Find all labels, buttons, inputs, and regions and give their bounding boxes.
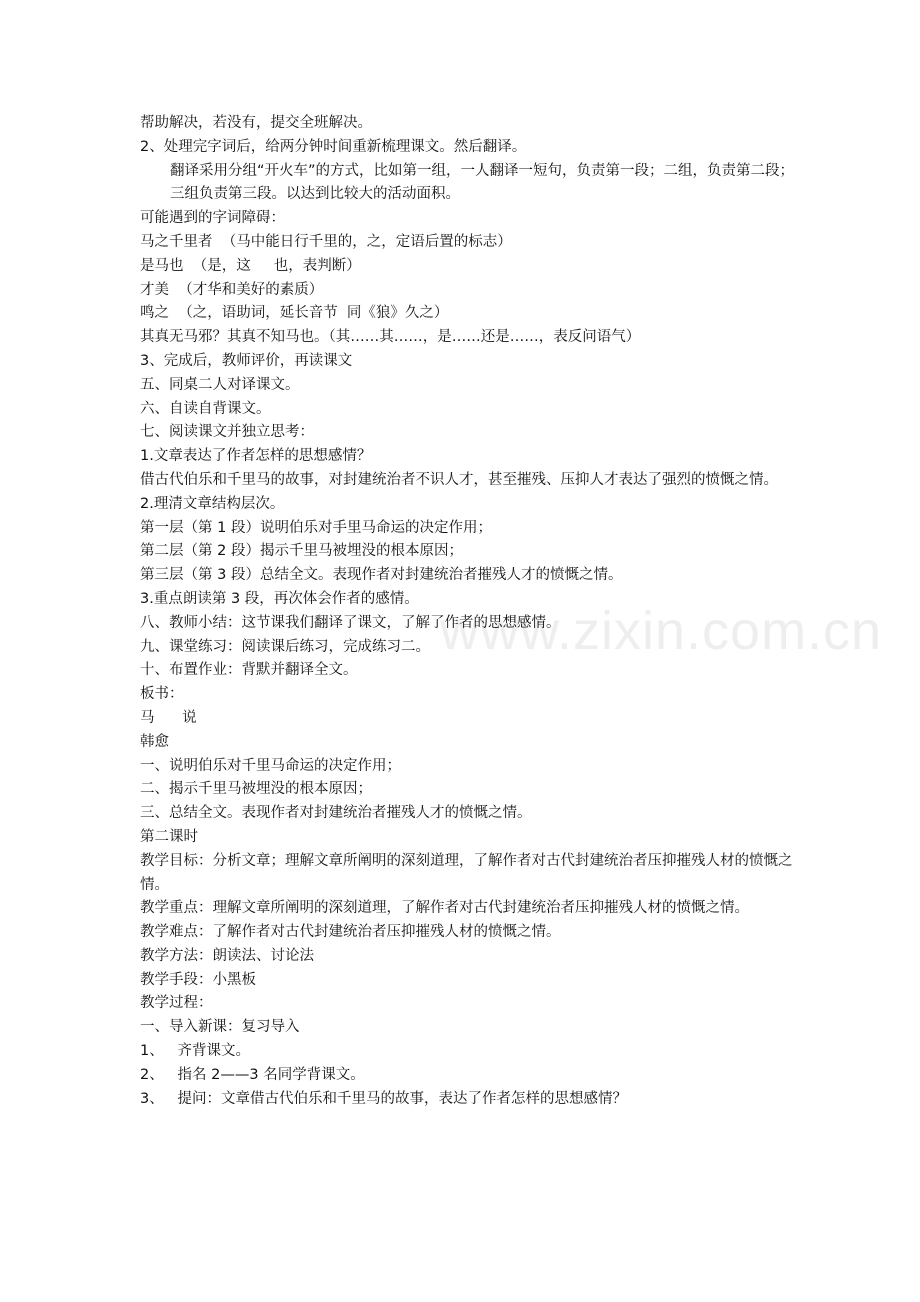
teaching-process: 教学过程： — [140, 995, 213, 1012]
board-heading: 板书： — [140, 686, 184, 703]
structure-line: 第一层（第 1 段）说明伯乐对手里马命运的决定作用； — [140, 519, 492, 536]
section-heading: 五、同桌二人对译课文。 — [140, 376, 300, 393]
section-heading: 六、自读自背课文。 — [140, 400, 271, 417]
watermark: www.zixin.com.cn — [440, 601, 883, 661]
structure-line: 第三层（第 3 段）总结全文。表现作者对封建统治者摧残人才的愤慨之情。 — [140, 567, 623, 584]
text-line: 2、处理完字词后，给两分钟时间重新梳理课文。然后翻译。 — [140, 138, 527, 155]
section-heading: 七、阅读课文并独立思考： — [140, 424, 314, 441]
section-heading: 九、课堂练习：阅读课后练习，完成练习二。 — [140, 638, 430, 655]
section-heading: 十、布置作业：背默并翻译全文。 — [140, 662, 358, 679]
document-body — [140, 112, 800, 1111]
list-item: 1、 齐背课文。 — [140, 1043, 251, 1060]
text-line: 是马也 （是，这 也，表判断） — [140, 257, 361, 274]
text-line: 鸣之 （之，语助词，延长音节 同《狼》久之） — [140, 305, 449, 322]
list-item: 3、 提问：文章借古代伯乐和千里马的故事，表达了作者怎样的思想感情？ — [140, 1090, 628, 1107]
text-line: 可能遇到的字词障碍： — [140, 210, 285, 227]
text-line: 马之千里者 （马中能日行千里的，之，定语后置的标志） — [140, 233, 512, 250]
question: 3.重点朗读第 3 段，再次体会作者的感情。 — [140, 590, 419, 607]
answer: 借古代伯乐和千里马的故事，对封建统治者不识人才，甚至摧残、压抑人才表达了强烈的愤慨之情。 — [140, 471, 778, 488]
text-line: 3、完成后，教师评价，再读课文 — [140, 352, 353, 369]
board-title: 马 说 — [140, 709, 197, 726]
teaching-tool: 教学手段：小黑板 — [140, 971, 256, 988]
lesson-heading: 第二课时 — [140, 828, 198, 845]
teaching-goal: 教学目标：分析文章；理解文章所阐明的深刻道理，了解作者对古代封建统治者压抑摧残人材的愤慨之情。 — [140, 852, 793, 893]
board-author: 韩愈 — [140, 733, 169, 750]
board-item: 二、揭示千里马被埋没的根本原因； — [140, 781, 372, 798]
teaching-difficulty: 教学难点：了解作者对古代封建统治者压抑摧残人材的愤慨之情。 — [140, 924, 561, 941]
section-heading: 八、教师小结：这节课我们翻译了课文，了解了作者的思想感情。 — [140, 614, 561, 631]
text-paragraph: 翻译采用分组“开火车”的方式，比如第一组，一人翻译一短句，负责第一段；二组，负责第二段；三组负责第三段。以达到比较大的活动面积。 — [170, 162, 795, 203]
text-line: 其真无马邪？其真不知马也。（其……其……，是……还是……，表反问语气） — [140, 329, 641, 346]
text-line: 帮助解决，若没有，提交全班解决。 — [140, 115, 372, 131]
teaching-focus: 教学重点：理解文章所阐明的深刻道理，了解作者对古代封建统治者压抑摧残人材的愤慨之情。 — [140, 900, 749, 917]
board-item: 一、说明伯乐对千里马命运的决定作用； — [140, 757, 401, 774]
section-heading: 一、导入新课：复习导入 — [140, 1019, 300, 1036]
question: 2.理清文章结构层次。 — [140, 495, 285, 512]
list-item: 2、 指名 2——3 名同学背课文。 — [140, 1066, 365, 1083]
text-line: 才美 （才华和美好的素质） — [140, 281, 324, 298]
question: 1.文章表达了作者怎样的思想感情？ — [140, 448, 372, 465]
structure-line: 第二层（第 2 段）揭示千里马被埋没的根本原因； — [140, 543, 463, 560]
teaching-method: 教学方法：朗读法、讨论法 — [140, 947, 314, 964]
board-item: 三、总结全文。表现作者对封建统治者摧残人才的愤慨之情。 — [140, 805, 532, 822]
